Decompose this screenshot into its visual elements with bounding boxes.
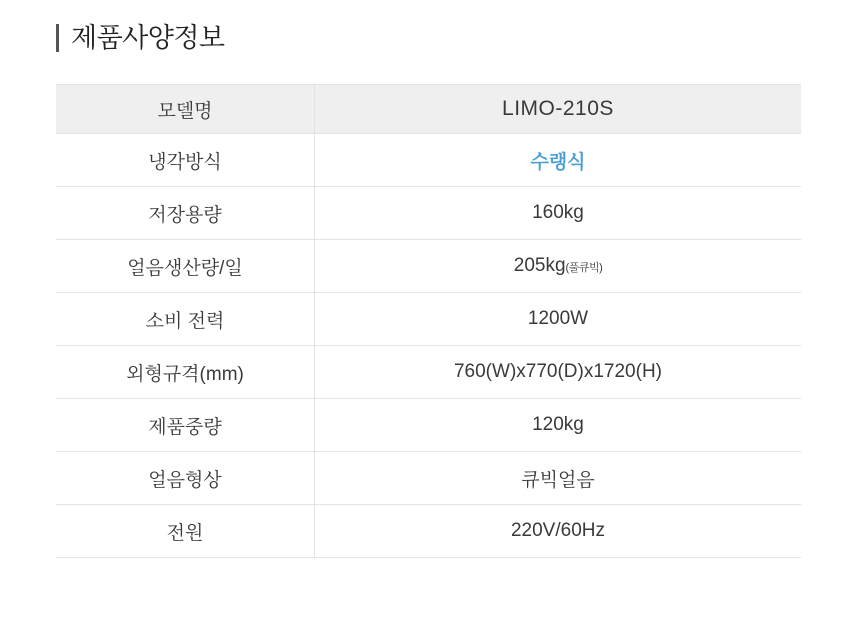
table-row: [56, 293, 801, 346]
table-row: [56, 346, 801, 399]
spec-value: 1200W: [315, 293, 802, 346]
page-title: 제품사양정보: [71, 22, 225, 53]
spec-label: 얼음형상: [56, 452, 315, 505]
spec-label: 저장용량: [56, 187, 315, 240]
spec-label: 외형규격(mm): [56, 346, 315, 399]
spec-label: 전원: [56, 505, 315, 558]
spec-value: 120kg: [315, 399, 802, 452]
table-row: [56, 187, 801, 240]
table-row: [56, 399, 801, 452]
spec-value: 220V/60Hz: [315, 505, 802, 558]
title-accent-bar: [56, 24, 59, 52]
spec-value-note: (풀큐빅): [565, 262, 603, 274]
spec-label: 모델명: [56, 85, 315, 134]
spec-value: 160kg: [315, 187, 802, 240]
spec-label: 제품중량: [56, 399, 315, 452]
spec-label: 냉각방식: [56, 134, 315, 187]
spec-value: LIMO-210S: [315, 85, 802, 134]
page-title-row: [56, 24, 225, 52]
spec-value: 큐빅얼음: [315, 452, 802, 505]
product-spec-table: [56, 84, 801, 558]
spec-value: 760(W)x770(D)x1720(H): [315, 346, 802, 399]
spec-value-highlight: 수랭식: [530, 151, 586, 173]
table-row: [56, 505, 801, 558]
table-row: [56, 85, 801, 134]
table-row: [56, 240, 801, 293]
spec-label: 얼음생산량/일: [56, 240, 315, 293]
spec-label: 소비 전력: [56, 293, 315, 346]
spec-value: [315, 240, 802, 293]
table-row: [56, 134, 801, 187]
table-row: [56, 452, 801, 505]
spec-value-main: 205kg: [513, 255, 566, 276]
spec-value: [315, 134, 802, 187]
